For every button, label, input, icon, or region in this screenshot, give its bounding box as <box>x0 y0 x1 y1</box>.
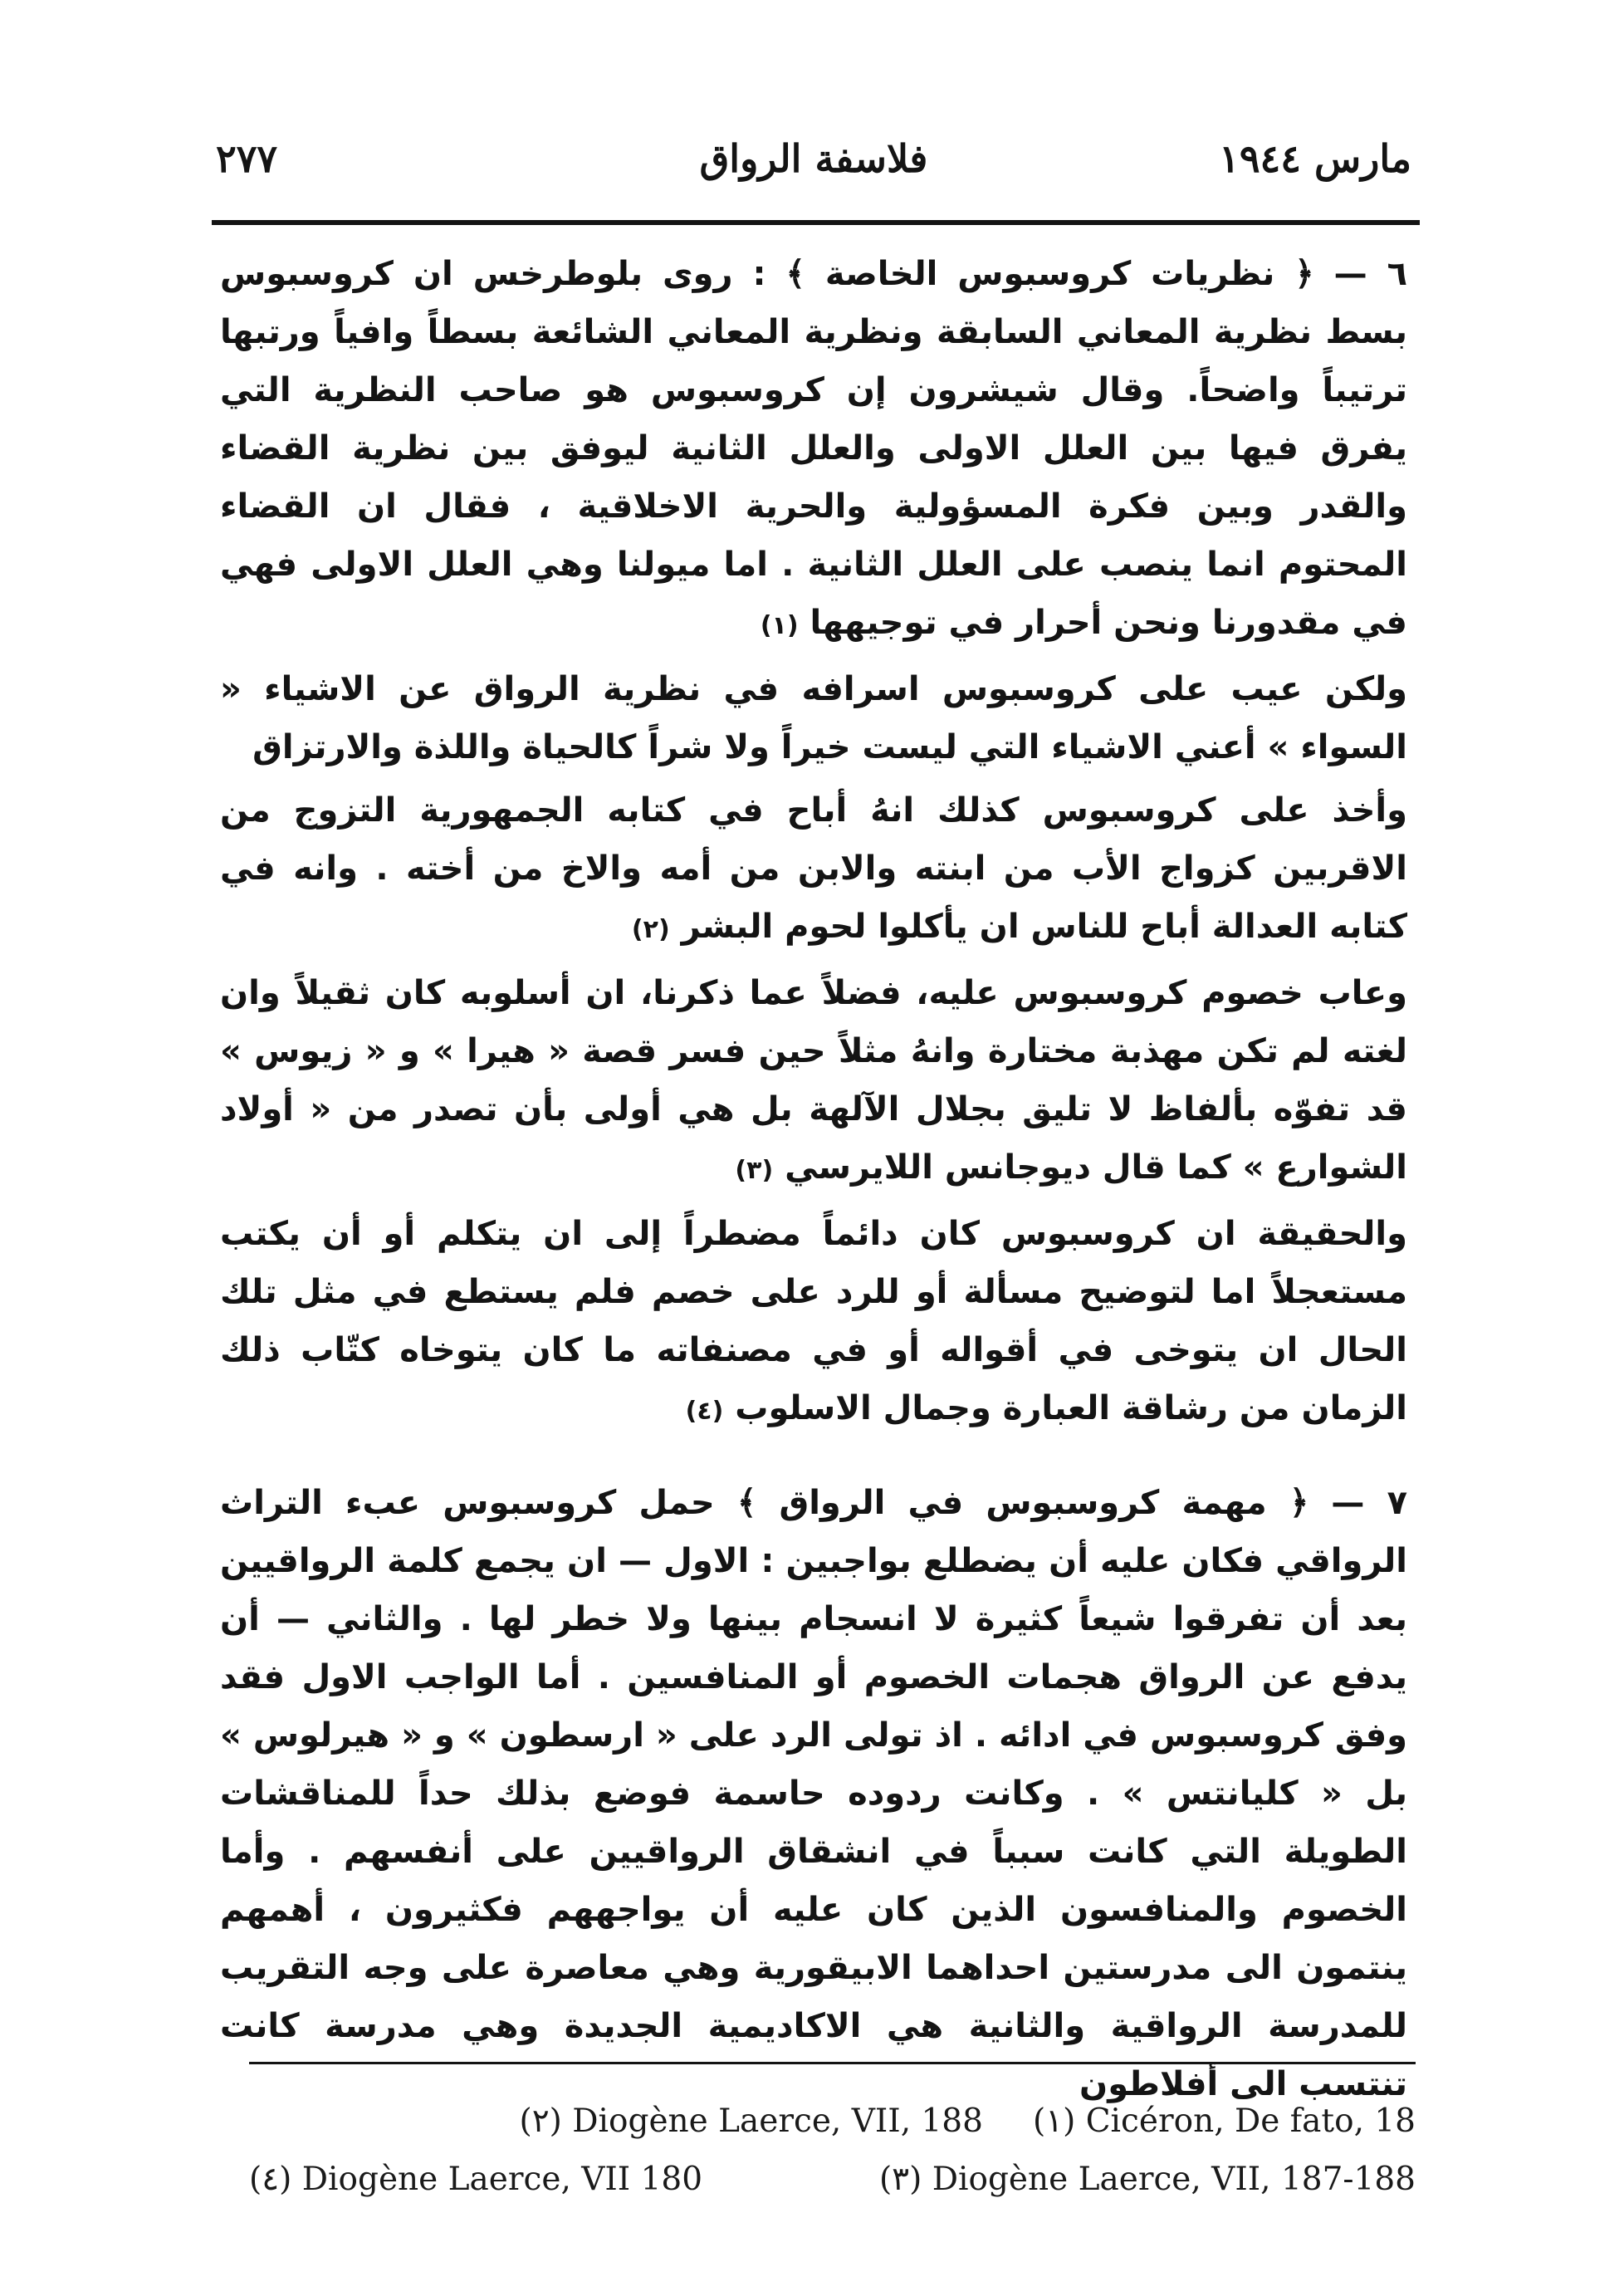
footnote-1: (١) Cicéron, De fato, 18 <box>1032 2103 1416 2140</box>
paragraph-text: ٧ — ﴿ مهمة كروسبوس في الرواق ﴾ حمل كروسبوس عبء التراث الرواقي فكان عليه أن يضطلع بواجبين : الاول — ان يجمع كلمة الرواقيين بعد أن تفرقوا شيعاً كثيرة لا انسجام بينها ولا خطر لها . والثاني — أن يدفع عن الرواق هجمات الخصوم أو المنافسين . أما الواجب الاول فقد وفق كروسبوس في ادائه . اذ تولى الرد على « ارسطون » و « هيرلوس » بل « كليانتس » . وكانت ردوده حاسمة فوضع بذلك حداً للمناقشات الطويلة التي كانت سبباً في انشقاق الرواقيين على أنفسهم . وأما الخصوم والمنافسون الذين كان عليه أن يواجههم فكثيرون ، أهمهم ينتمون الى مدرستين احداهما الابيقورية وهي معاصرة على وجه التقريب للمدرسة الرواقية والثانية هي الاكاديمية الجديدة وهي مدرسة كانت تنتسب الى أفلاطون <box>220 1484 1407 2103</box>
footnote-ref-4: (٤) <box>685 1397 724 1426</box>
footnote-ref-3: (٣) <box>735 1156 774 1185</box>
footnote-line <box>249 2151 1416 2209</box>
paragraph-text: ولكن عيب على كروسبوس اسرافه في نظرية الرواق عن الاشياء « السواء » أعني الاشياء التي ليست خيراً ولا شراً كالحياة واللذة والارتزاق <box>220 670 1407 766</box>
running-header <box>216 125 1411 199</box>
paragraph-section-7 <box>220 1474 1407 2113</box>
paragraph-text: ٦ — ﴿ نظريات كروسبوس الخاصة ﴾ : روى بلوطرخس ان كروسبوس بسط نظرية المعاني السابقة ونظرية المعاني الشائعة بسطاً وافياً ورتبها ترتيباً واضحاً. وقال شيشرون إن كروسبوس هو صاحب النظرية التي يفرق فيها بين العلل الاولى والعلل الثانية ليوفق بين نظرية القضاء والقدر وبين فكرة المسؤولية والحرية الاخلاقية ، فقال ان القضاء المحتوم انما ينصب على العلل الثانية . اما ميولنا وهي العلل الاولى فهي في مقدورنا ونحن أحرار في توجيهها <box>220 255 1407 642</box>
footnote-line <box>249 2093 1416 2151</box>
body-text <box>220 245 1407 2113</box>
footnote-ref-1: (١) <box>760 611 799 640</box>
paragraph <box>220 964 1407 1200</box>
header-date: مارس ١٩٤٤ <box>1219 136 1411 181</box>
header-rule <box>212 220 1420 225</box>
footnote-2: (٢) Diogène Laerce, VII, 188 <box>519 2103 983 2140</box>
paragraph <box>220 1205 1407 1441</box>
paragraph-section-6 <box>220 245 1407 655</box>
paragraph-text: والحقيقة ان كروسبوس كان دائماً مضطراً إلى ان يتكلم أو أن يكتب مستعجلاً اما لتوضيح مسألة أو للرد على خصم فلم يستطع في مثل تلك الحال ان يتوخى في أقواله أو في مصنفاته ما كان يتوخاه كتّاب ذلك الزمان من رشاقة العبارة وجمال الاسلوب <box>220 1215 1407 1427</box>
footnote-rule <box>249 2062 1416 2064</box>
paragraph-text: وأخذ على كروسبوس كذلك انهُ أباح في كتابه الجمهورية التزوج من الاقربين كزواج الأب من ابنته والابن من أمه والاخ من أخته . وانه في كتابه العدالة أباح للناس ان يأكلوا لحوم البشر <box>220 791 1407 946</box>
footnote-ref-2: (٢) <box>631 915 670 944</box>
paragraph <box>220 660 1407 776</box>
footnote-3: (٣) Diogène Laerce, VII, 187-188 <box>878 2161 1416 2198</box>
paragraph <box>220 781 1407 959</box>
page-number: ٢٧٧ <box>216 136 278 181</box>
paragraph-text: وعاب خصوم كروسبوس عليه، فضلاً عما ذكرنا، ان أسلوبه كان ثقيلاً وان لغته لم تكن مهذبة مختارة وانهُ مثلاً حين فسر قصة « هيرا » و « زيوس » قد تفوّه بألفاظ لا تليق بجلال الآلهة بل هي أولى بأن تصدر من « أولاد الشوارع » كما قال ديوجانس اللايرسي <box>220 974 1407 1187</box>
footnote-4: (٤) Diogène Laerce, VII 180 <box>249 2161 703 2198</box>
footnotes <box>249 2093 1416 2209</box>
header-title: فلاسفة الرواق <box>699 136 928 181</box>
